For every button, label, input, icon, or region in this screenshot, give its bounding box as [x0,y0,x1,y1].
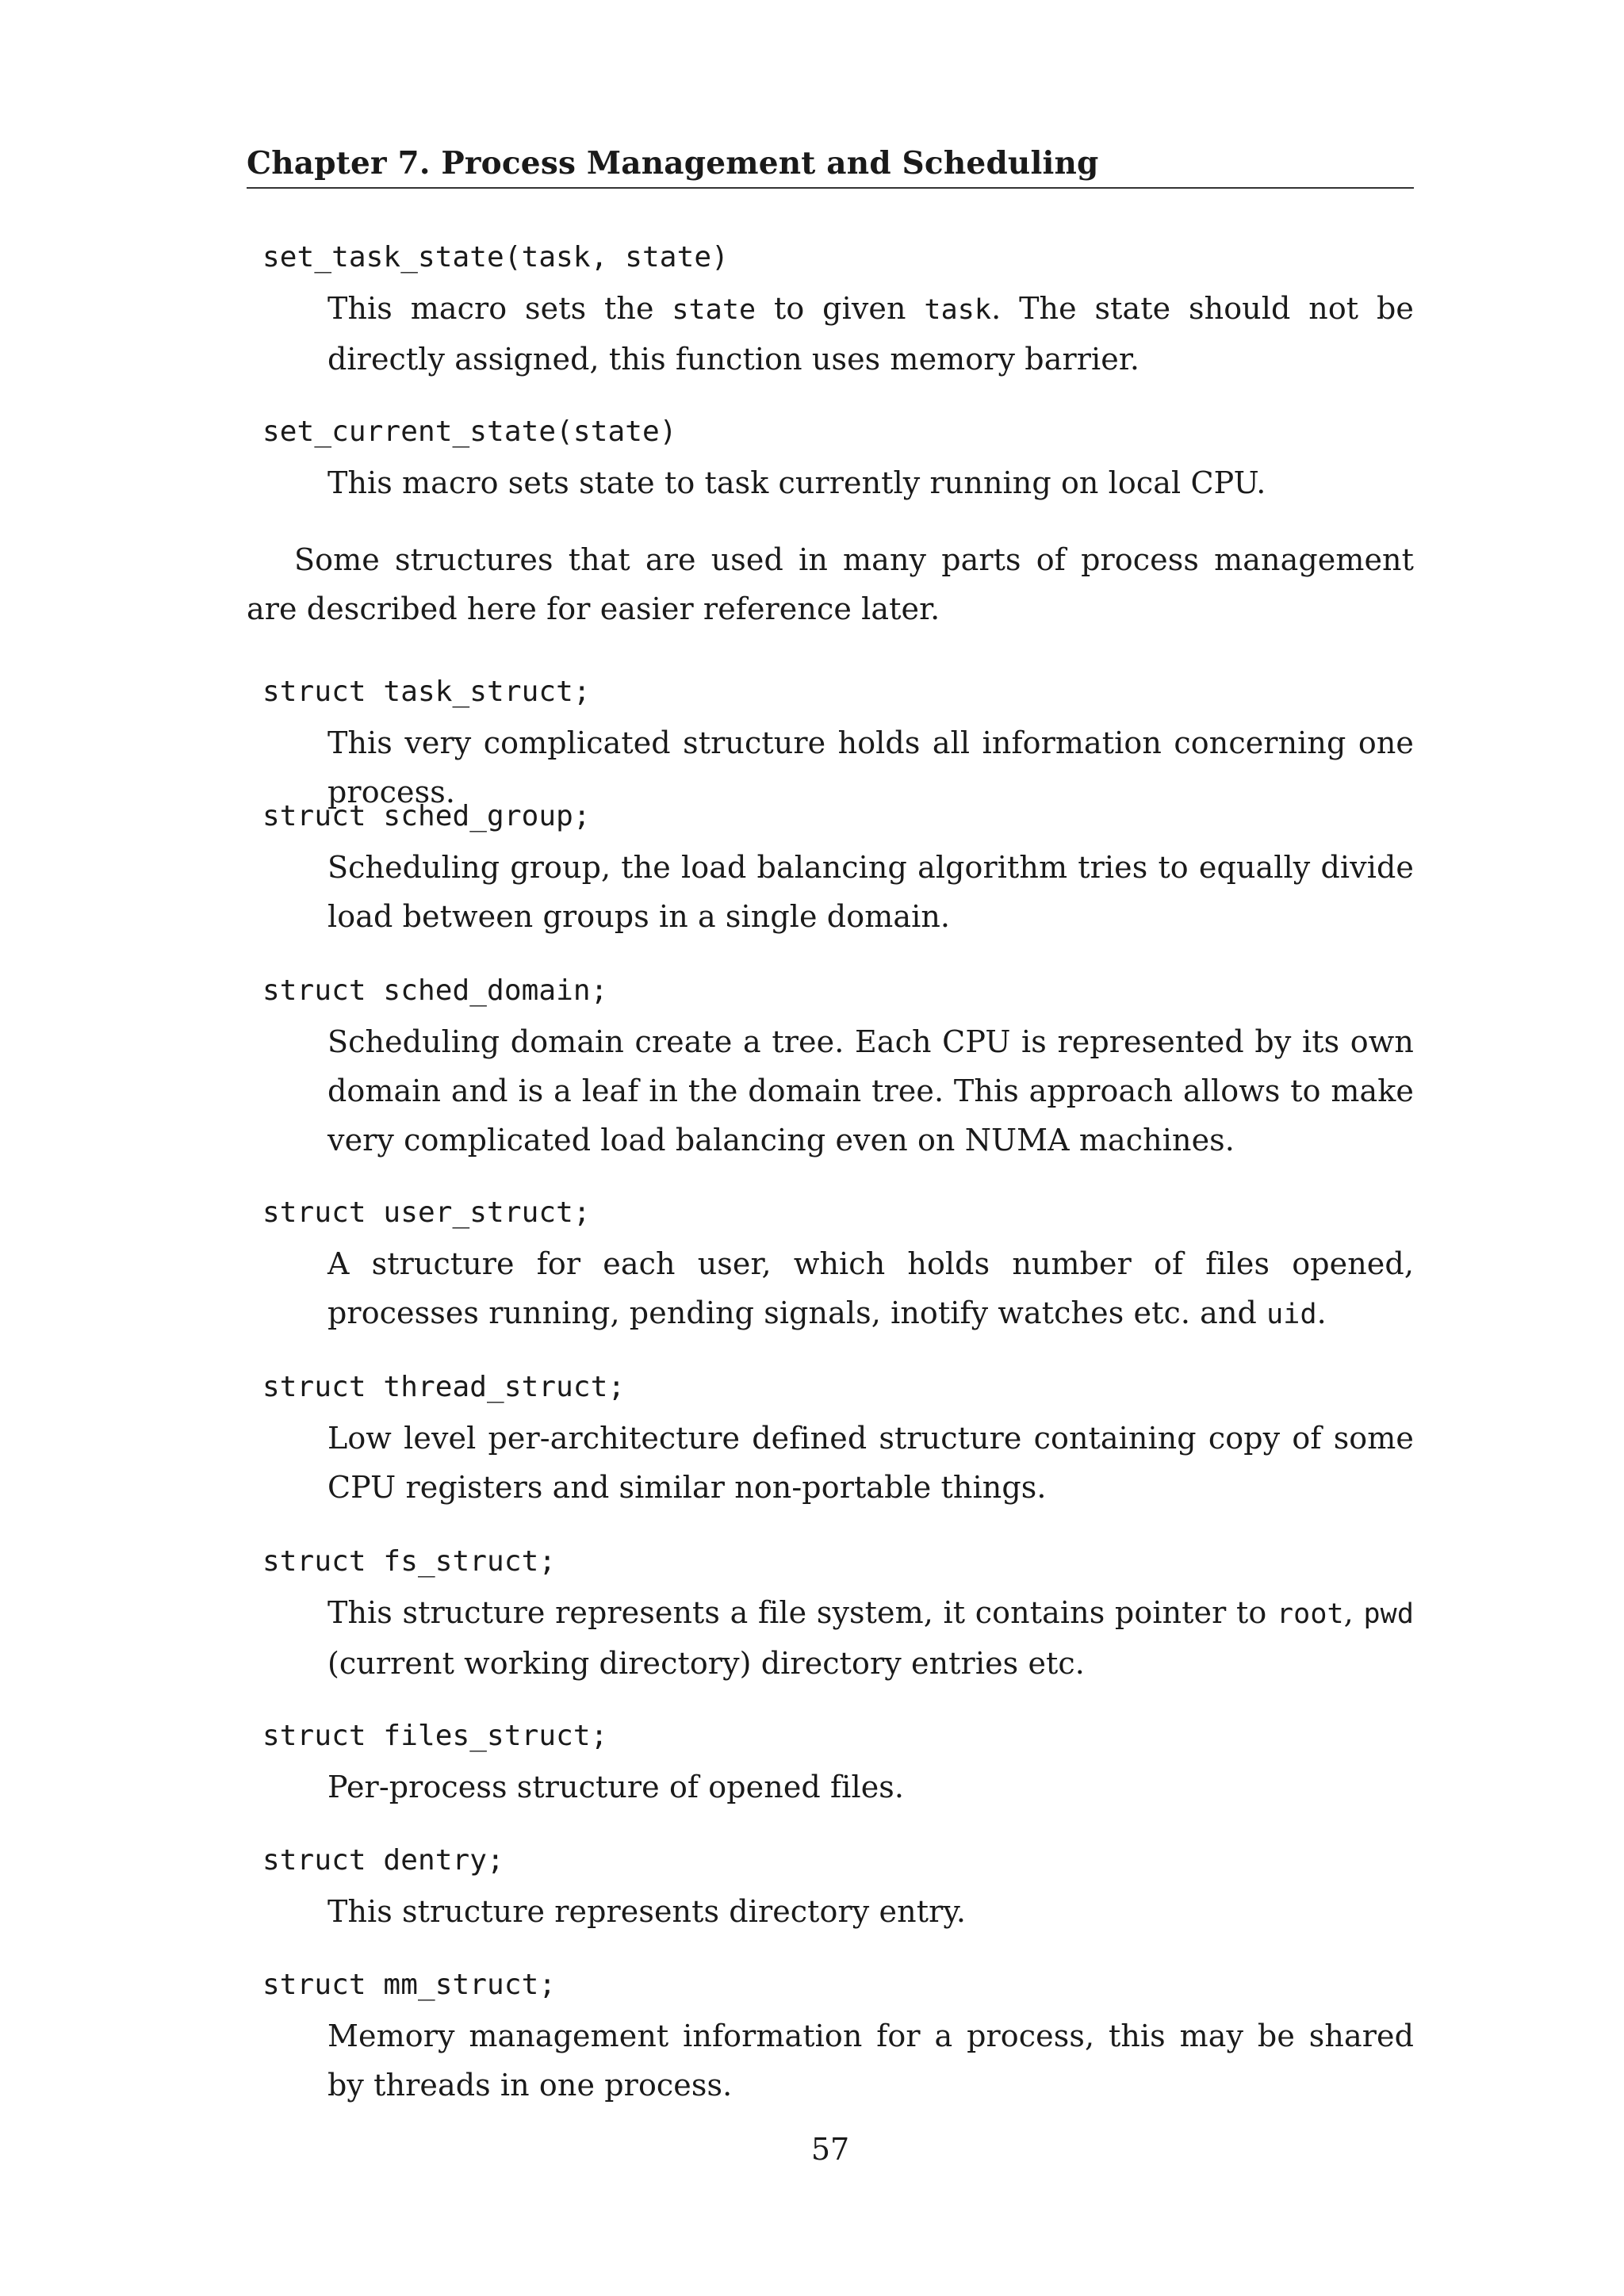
definition-entry [247,412,1414,507]
definition-description [327,458,1414,507]
description-text: . The state should not be directly assigned, this function uses memory barrier. [327,291,1415,377]
definition-entry [247,1716,1414,1812]
definition-description [327,843,1414,941]
definition-term: struct thread_struct; [262,1371,626,1403]
definition-term: set_current_state(state) [262,415,677,448]
header-rule [247,187,1414,189]
description-text: to given [756,291,925,326]
description-text: Memory management information for a process, this may be shared by threads in one process. [327,2019,1414,2103]
definition-description [327,1017,1414,1165]
definition-entry [247,238,1414,384]
definition-term: struct fs_struct; [262,1545,557,1578]
definition-description [327,2011,1414,2110]
definition-description [327,1239,1414,1339]
description-text: (current working directory) directory entries etc. [327,1646,1085,1681]
document-page [247,0,1414,2296]
description-text: , [1343,1595,1364,1630]
definition-entry [247,1368,1414,1512]
definition-description [327,1414,1414,1512]
description-text: Scheduling group, the load balancing algorithm tries to equally divide load between groups in a single domain. [327,850,1414,934]
definition-description [327,1887,1414,1936]
description-text: This structure represents a file system, it contains pointer to [327,1595,1277,1630]
description-text: This structure represents directory entry. [327,1894,967,1929]
inline-code: pwd [1363,1598,1414,1630]
description-text: This very complicated structure holds all information concerning one process. [327,725,1414,809]
description-text: Low level per-architecture defined structure containing copy of some CPU registers and similar non-portable things. [327,1421,1414,1505]
definition-term: struct sched_domain; [262,974,608,1007]
intro-paragraph: Some structures that are used in many parts of process management are described here for easier reference later. [247,542,1414,626]
definition-term: set_task_state(task, state) [262,241,729,274]
definition-entry [247,1193,1414,1339]
definition-term: struct task_struct; [262,675,591,708]
description-text: This macro sets the [327,291,672,326]
definition-entry [247,797,1414,941]
inline-code: root [1276,1598,1344,1630]
description-text: . [1316,1295,1327,1330]
definition-entry [247,1542,1414,1688]
inline-code: task [924,294,992,326]
definition-term: struct files_struct; [262,1720,608,1752]
definition-entry [247,672,1414,817]
definition-term: struct dentry; [262,1844,504,1877]
definition-entry [247,1841,1414,1936]
definition-term: struct sched_group; [262,800,591,832]
inline-code: state [672,294,756,326]
definition-term: struct mm_struct; [262,1969,557,2001]
definition-term: struct user_struct; [262,1196,591,1229]
definition-entry [247,971,1414,1165]
page-number: 57 [810,2132,850,2167]
description-text: This macro sets state to task currently running on local CPU. [327,465,1266,500]
description-text: A structure for each user, which holds number of files opened, processes running, pending signals, inotify watches etc. and [327,1246,1414,1330]
definition-description [327,1588,1414,1688]
description-text: Per-process structure of opened files. [327,1770,905,1804]
definition-description [327,1762,1414,1812]
description-text: Scheduling domain create a tree. Each CPU is represented by its own domain and is a leaf in the domain tree. This approach allows to make very complicated load balancing even on NUMA machines. [327,1024,1414,1158]
definition-description [327,284,1414,384]
chapter-header: Chapter 7. Process Management and Scheduling [247,145,1099,182]
definition-entry [247,1965,1414,2110]
inline-code: uid [1266,1299,1317,1330]
